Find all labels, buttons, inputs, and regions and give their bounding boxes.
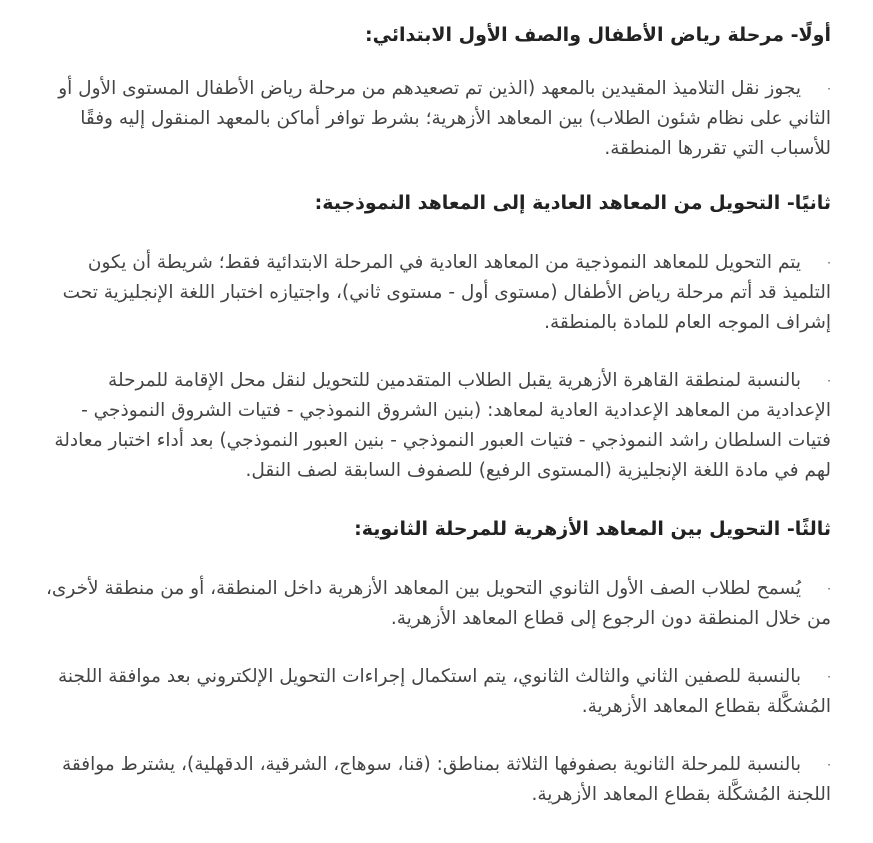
paragraph-text: يجوز نقل التلاميذ المقيدين بالمعهد (الذين تم تصعيدهم من مرحلة رياض الأطفال المستوى الأول أو الثاني على نظام شئون الطلاب) بين المعاهد الأزهرية؛ بشرط توافر أماكن بالمعهد المنقول إليه وفقًا للأسباب التي تقررها المنطقة. xyxy=(58,78,831,159)
bullet-dot-icon: · xyxy=(827,582,831,596)
bullet-dot-icon: · xyxy=(827,82,831,96)
section-heading-first: أولًا- مرحلة رياض الأطفال والصف الأول الابتدائي: xyxy=(365,24,831,46)
paragraph-kindergarten-transfer xyxy=(42,74,831,164)
paragraph-first-secondary-transfer xyxy=(42,574,831,634)
paragraph-cairo-region-transfer xyxy=(42,366,831,486)
paragraph-text: بالنسبة للمرحلة الثانوية بصفوفها الثلاثة بمناطق: (قنا، سوهاج، الشرقية، الدقهلية)، يشترط موافقة اللجنة المُشكَّلة بقطاع المعاهد الأزهرية. xyxy=(61,754,831,805)
paragraph-regions-secondary-transfer xyxy=(42,750,831,810)
paragraph-text: بالنسبة للصفين الثاني والثالث الثانوي، يتم استكمال إجراءات التحويل الإلكتروني بعد موافقة اللجنة المُشكَّلة بقطاع المعاهد الأزهرية. xyxy=(58,666,831,717)
paragraph-text: يُسمح لطلاب الصف الأول الثانوي التحويل بين المعاهد الأزهرية داخل المنطقة، أو من منطقة لأخرى، من خلال المنطقة دون الرجوع إلى قطاع المعاهد الأزهرية. xyxy=(45,578,831,629)
paragraph-text: بالنسبة لمنطقة القاهرة الأزهرية يقبل الطلاب المتقدمين للتحويل لنقل محل الإقامة للمرحلة الإعدادية من المعاهد الإعدادية العادية لمعاهد: (بنين الشروق النموذجي - فتيات الشروق النموذجي - فتيات السلطان راشد النموذجي - فتيات العبور النموذجي - بنين العبور النموذجي) بعد أداء اختبار معادلة لهم في مادة اللغة الإنجليزية (المستوى الرفيع) للصفوف السابقة لصف النقل. xyxy=(54,370,831,481)
bullet-dot-icon: · xyxy=(827,670,831,684)
bullet-dot-icon: · xyxy=(827,758,831,772)
section-heading-second: ثانيًا- التحويل من المعاهد العادية إلى المعاهد النموذجية: xyxy=(314,192,831,214)
paragraph-model-institutes-transfer xyxy=(42,248,831,338)
paragraph-second-third-secondary-transfer xyxy=(42,662,831,722)
bullet-dot-icon: · xyxy=(827,374,831,388)
bullet-dot-icon: · xyxy=(827,256,831,270)
paragraph-text: يتم التحويل للمعاهد النموذجية من المعاهد العادية في المرحلة الابتدائية فقط؛ شريطة أن يكون التلميذ قد أتم مرحلة رياض الأطفال (مستوى أول - مستوى ثاني)، واجتيازه اختبار اللغة الإنجليزية تحت إشراف الموجه العام للمادة بالمنطقة. xyxy=(62,252,831,333)
section-heading-third: ثالثًا- التحويل بين المعاهد الأزهرية للمرحلة الثانوية: xyxy=(354,518,831,540)
